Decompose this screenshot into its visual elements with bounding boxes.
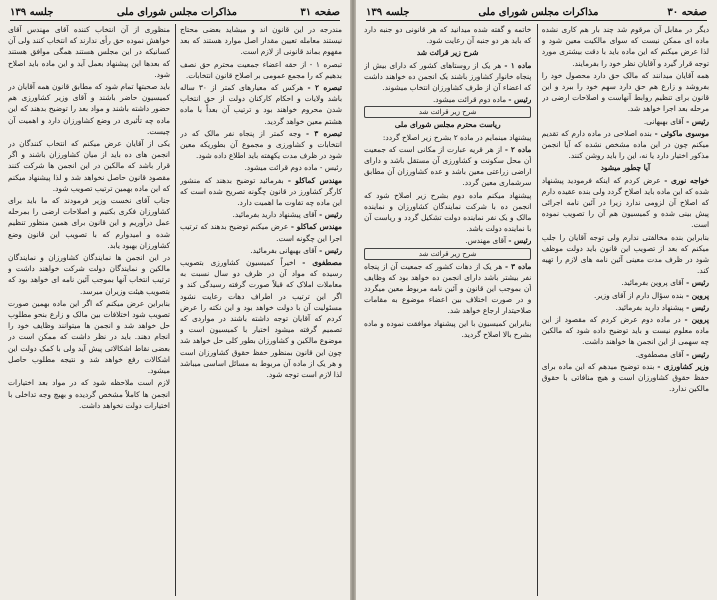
speech-text: عرض میکنم توضیح بدهند که ترتیب اجرا این چگونه است. (180, 222, 342, 243)
speech-text: پیشنهاد دارید بفرمائید. (615, 302, 687, 312)
speaker-name: مهندس کماکلو - (290, 222, 342, 232)
left-page-body (8, 24, 342, 596)
speaker-paragraph (180, 82, 342, 127)
speaker-name: پروین - (684, 315, 709, 325)
speech-text: هر یک از دهات کشور که جمعیت آن از پنجاه نفر بیشتر باشد دارای انجمن ده خواهد بود که وظایف آن بموجب این قانون و آئین نامه مربوط معین میگردد و در صورت اختلاف بین اعضاء موضوع به مقامات صلاحیتدار ارجاع خواهد شد. (364, 261, 532, 316)
speaker-paragraph (542, 128, 709, 162)
speaker-name: رئیس - (319, 210, 342, 220)
speech-text: بنده سؤال دارم از آقای وزیر. (594, 290, 686, 300)
body-paragraph: بنابراین کمیسیون با این پیشنهاد موافقت نموده و ماده بشرح بالا اصلاح گردید. (364, 318, 532, 339)
text-column-right (542, 24, 709, 596)
session-number: جلسه ۱۳۹ (366, 6, 410, 18)
speaker-name: ماده ۱ - (504, 60, 532, 70)
speaker-name: مصطفوی - (302, 258, 342, 268)
body-paragraph: در این انجمن ها نمایندگان کشاورزان و نمایندگان مالکین و نمایندگان دولت شرکت خواهند داشت و ترتیب انتخاب آنها بموجب آئین نامه ای خواهد بود که بتصویب هیئت وزیران میرسد. (8, 253, 170, 296)
speaker-name: موسوی ماکوئی - (654, 128, 709, 138)
body-paragraph: منظوری از آن انتخاب کننده آقای مهندس آقای خواهش نموده حق رأی ندارند که انتخاب کنند ولی آن کسانیکه در این مجلس هستند همگی موافق هستند که بعدها این پیشنهاد بعمل آید و این ماده باید اصلاح شود. (8, 25, 170, 79)
body-paragraph: خاتمه و گفته شده میدانید که هر قانونی دو جنبه دارد که باید هر دو جنبه آن رعایت شود. (364, 25, 532, 46)
body-paragraph: لازم است ملاحظه شود که در مواد بعد اختیارات انجمن ها کاملاً مشخص گردیده و بهیچ وجه تداخلی با اختیارات دولت نخواهد داشت. (8, 378, 170, 410)
body-paragraph: پیشنهاد مینمایم در ماده ۲ بشرح زیر اصلاح گردد: (382, 132, 532, 142)
right-page-body (364, 24, 709, 596)
speech-text: آقای مهندس. (465, 236, 509, 246)
speaker-paragraph (542, 290, 709, 301)
text-column-left (364, 24, 531, 596)
publication-title: مذاکرات مجلس شورای ملی (478, 6, 599, 18)
speech-text: هرکس که معیارهای کمتر از ۳۰ ساله باشد ولایات و احکام کارکنان دولت از حق انتخاب شدن محروم خواهند بود و ترتیب آن بعداً با ماده هشتم معین خواهد گردید. (180, 83, 342, 126)
speech-text: در ماده دوم عرض کردم که مقصود از این ماده معلوم نیست و باید توضیح داده شود که مالکین چه سهمی از این انجمن ها خواهند داشت. (541, 315, 709, 347)
body-paragraph: یکی از آقایان عرض میکنم که انتخاب کنندگان در انجمن های ده باید از میان کشاورزان باشند و اگر قرار باشد که مالکین در این انجمن ها شرکت کنند مقصود قانون حاصل نخواهد شد و لذا پیشنهاد میکنم که این ماده بهمین ترتیب تصویب شود. (8, 139, 170, 193)
page-number: صفحه ۳۱ (300, 6, 340, 18)
speaker-name: مهندس کماکلو - (287, 175, 342, 185)
speaker-paragraph (542, 302, 709, 313)
speaker-name: پروین - (685, 290, 709, 300)
left-page (0, 0, 350, 600)
body-paragraph: بنابراین عرض میکنم که اگر این ماده بهمین صورت تصویب شود اختلافات بین مالک و زارع بنحو مطلوب حل خواهد شد و انجمن ها میتوانند وظایف خود را انجام دهند. باید در نظر داشت که ممکن است در بعضی نقاط اشکالاتی پیش آید ولی با کمک دولت این اشکالات رفع خواهد شد و نتیجه مطلوب حاصل میشود. (8, 298, 170, 376)
speech-text: از هر قریه عبارت از مکانی است که جمعیت آن محل سکونت و کشاورزی آن مستقل باشد و دارای اراضی زراعتی معین باشد و عده کشاورزان آن مطابق سرشماری معین گردد. (364, 144, 532, 188)
speaker-name: رئیس - (319, 245, 342, 255)
speech-text: بنده اصلاحی در ماده دارم که تقدیم میکنم چون در این ماده مشخص نشده که آیا انجمن مذکور اختیار دارد یا نه، این را باید روشن کنند. (541, 128, 709, 161)
speaker-paragraph (542, 116, 709, 127)
speech-text: آقای بهبهانی بفرمائید. (250, 245, 320, 255)
body-paragraph: تبصره ۱ - از حقه اعضاء جمعیت محترم حق نصف بدهیم که را مجمع عمومی بر اصلاح قانون انتخابات. (180, 59, 342, 80)
speaker-name: تبصره ۳ - (305, 128, 342, 138)
body-paragraph: پیشنهاد میکنم ماده دوم بشرح زیر اصلاح شود که انجمن ده با شرکت نمایندگان کشاورزان و نماینده مالک و یک نفر نماینده دولت تشکیل گردد و ریاست آن با نماینده دولت باشد. (364, 190, 532, 234)
body-paragraph: دیگر در مقابل آن مرقوم شد چند بار هم کاری نشده ماده ای ممکن نیست که سوای مالکیت معین شود و لذا عرض میکنم که این ماده باید با دقت بیشتری مورد توجه قرار گیرد و آقایان نظر خود را بفرمایند. (541, 25, 709, 68)
speaker-name: رئیس - (686, 278, 709, 288)
speech-text: آقای پروین بفرمائید. (621, 278, 687, 288)
session-number: جلسه ۱۳۹ (10, 6, 54, 18)
speaker-name: رئیس - (508, 236, 532, 246)
speaker-name: رئیس - (686, 349, 709, 359)
speech-text: عرض کردم که اینکه فرمودید پیشنهاد شده که این ماده باید اصلاح گردد ولی بنده عقیده دارم که اصلاح آن لزومی ندارد زیرا در آئین نامه اجرائی پیش بینی شده و کمیسیون هم آن را تصویب نموده است. (541, 175, 709, 230)
speaker-name: وزیر کشاورزی - (657, 361, 709, 371)
speaker-name: رئیس - (508, 95, 532, 105)
speaker-paragraph (180, 209, 342, 220)
speaker-paragraph (542, 349, 709, 360)
speaker-paragraph (364, 60, 531, 94)
body-paragraph: رئیس - ماده دوم قرائت میشود. (244, 163, 342, 173)
speech-text: وجه کمتر از پنجاه نفر مالک که در انتخابات و کشاورزی و مجموع آن بطوریکه معین شود در ظرف مدت یکهفته باید اطلاع داده شود. (180, 128, 342, 161)
speech-text: بفرمائید توضیح بدهند که منشور کارگر کشاورز در قانون چگونه تصریح شده است که این ماده چه تفاوت ما اهمیت دارد. (180, 175, 342, 208)
speech-text: هر یک از روستاهای کشور که دارای بیش از پنجاه خانوار کشاورز باشند یک انجمن ده خواهند داشت که اعضاء آن از طرف کشاورزان انتخاب میشوند. (364, 60, 532, 93)
speaker-paragraph (542, 361, 709, 395)
subheading: ریاست محترم مجلس شورای ملی (394, 120, 501, 130)
boxed-note: شرح زیر قرائت شد (364, 248, 531, 260)
speech-text: ماده دوم قرائت میشود. (432, 95, 509, 105)
speaker-paragraph (180, 175, 342, 209)
page-number: صفحه ۳۰ (667, 6, 707, 18)
speaker-paragraph (542, 277, 709, 288)
speaker-paragraph (542, 314, 709, 348)
speaker-name: ماده ۲ - (504, 144, 532, 154)
speech-text: آقای مصطفوی. (635, 349, 687, 359)
speaker-paragraph (180, 221, 342, 243)
text-column-right (180, 24, 342, 596)
column-divider (175, 24, 176, 596)
speaker-name: رئیس - (686, 302, 709, 312)
speech-text: آقای پیشنهاد دارید بفرمائید. (232, 210, 320, 220)
body-paragraph: همه آقایان میدانند که مالک حق دارد محصول خود را بفروشد و زارع هم حق دارد سهم خود را ببرد و این قانون برای تنظیم روابط آنهاست و اصلاحات ارضی در مرحله بعد اجرا خواهد شد. (541, 70, 709, 114)
speech-text: بنده توضیح میدهم که این ماده برای حفظ حقوق کشاورزان است و هیچ منافاتی با حقوق مالکین ندارد. (541, 361, 709, 394)
subheading: شرح زیر قرائت شد (416, 48, 479, 58)
speaker-paragraph (364, 144, 531, 189)
body-paragraph: بنابراین بنده مخالفتی ندارم ولی توجه آقایان را جلب میکنم که بعد از تصویب این قانون باید دولت موظف شود در ظرف مدت معینی آئین نامه های لازم را تهیه کند. (541, 232, 709, 276)
column-divider (537, 24, 538, 596)
body-paragraph: باید صحبتها تمام شود که مطابق قانون همه آقایان در کمیسیون حاضر باشند و آقای وزیر کشاورزی هم حضور داشته باشند و مواد بعد را توضیح بدهند که این ماده چه تأثیری در وضع کشاورزان دارد و اهمیت آن چیست. (8, 82, 170, 136)
speaker-name: تبصره ۲ - (307, 83, 342, 93)
body-paragraph: مندرجه در این قانون اند و میشاید بعضی محتاج نیستند معامله تعیین مقدار اصل موارد هستند که بعد مفهوم بماند قانونی از لازم است. (180, 25, 342, 57)
text-column-left (8, 24, 170, 596)
speaker-paragraph (364, 261, 531, 317)
speaker-paragraph (180, 245, 342, 256)
speech-text: اخیراً کمیسیون کشاورزی بتصویب رسیده که مواد آن در ظرف دو سال نسبت به معاملات املاک که قبلاً صورت گرفته رسیدگی کند و اگر این ترتیب در اطراف دهات رعایت نشود مسئولیت آن با دولت خواهد بود و این نکته را عرض کردم که آقایان توجه داشته باشند در مواردی که تصمیم گرفته میشود اختیار با کمیسیون است و موضوع مالکین و کشاورزان بطور کلی حل خواهد شد چون این قانون بمنظور حفظ حقوق کشاورزان است و هر یک از ماده آن مربوط به مسائل اساسی میباشد لذا لازم است توجه شود. (180, 258, 342, 380)
subheading: آیا چطور میشود (600, 163, 651, 173)
speaker-paragraph (180, 128, 342, 162)
speaker-name: رئیس - (686, 116, 709, 126)
speech-text: آقای بهبهانی. (643, 116, 687, 126)
speaker-paragraph (542, 175, 709, 231)
speaker-paragraph (364, 235, 531, 246)
publication-title: مذاکرات مجلس شورای ملی (116, 6, 237, 18)
speaker-name: خواجه نوری - (664, 175, 709, 185)
speaker-name: ماده ۳ - (505, 261, 532, 271)
right-page (356, 0, 717, 600)
speaker-paragraph (364, 94, 531, 105)
right-page-header (366, 4, 707, 21)
boxed-note: شرح زیر قرائت شد (364, 106, 531, 118)
speaker-paragraph (180, 257, 342, 380)
body-paragraph: جناب آقای نخست وزیر فرمودند که ما باید برای کشاورزان فکری بکنیم و اصلاحات ارضی را بمرحله عمل درآوریم و این قانون برای همین منظور تنظیم شده و امیدوارم که با تصویب این قانون وضع کشاورزان بهبود یابد. (8, 196, 170, 250)
left-page-header (10, 4, 340, 21)
